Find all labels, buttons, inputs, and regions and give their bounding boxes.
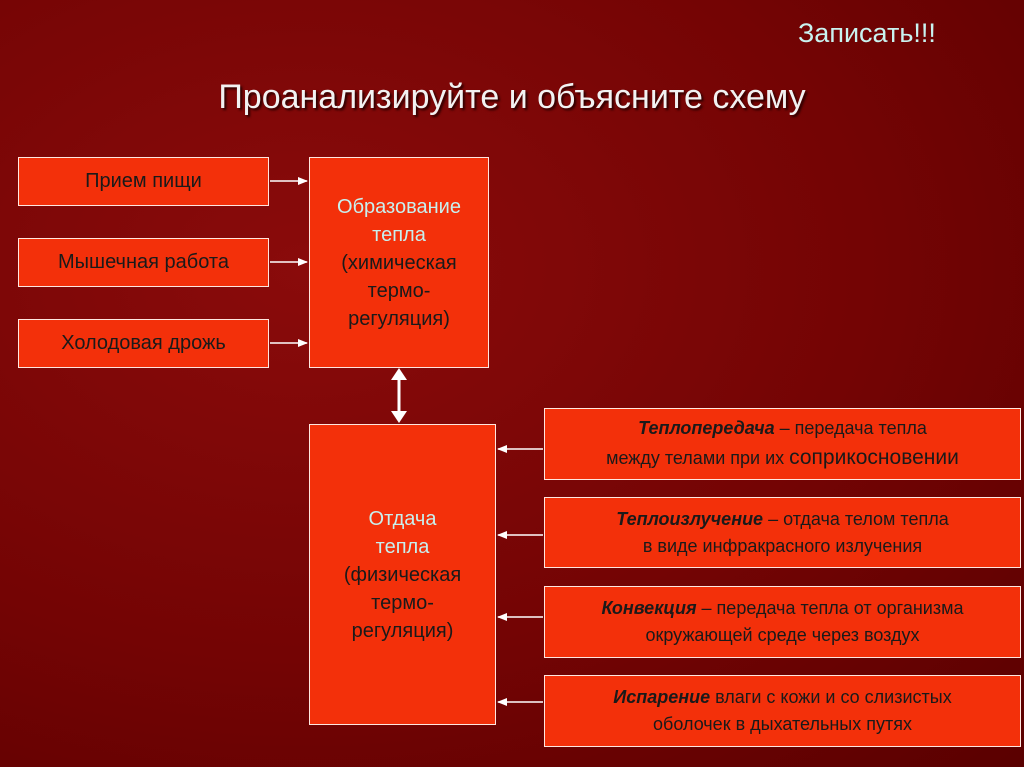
mechanism-text: – отдача телом тепла bbox=[763, 508, 949, 529]
loss-line-3: (физическая bbox=[343, 563, 462, 586]
loss-line-1: Отдача bbox=[368, 507, 437, 530]
production-line-3: (химическая bbox=[341, 251, 457, 274]
mechanism-term: Конвекция bbox=[601, 598, 697, 618]
mechanism-text: соприкосновении bbox=[789, 445, 959, 469]
mechanism-text: окружающей среде через воздух bbox=[645, 625, 920, 645]
mechanism-term: Теплопередача bbox=[638, 417, 775, 438]
mechanism-term: Теплоизлучение bbox=[616, 508, 764, 529]
loss-line-5: регуляция) bbox=[351, 619, 454, 642]
mechanism-text: – передача тепла bbox=[774, 417, 927, 438]
input-label: Мышечная работа bbox=[58, 251, 229, 273]
loss-line-2: тепла bbox=[375, 535, 430, 558]
loss-line-4: термо- bbox=[371, 591, 434, 614]
production-line-1: Образование bbox=[337, 195, 461, 218]
production-line-2: тепла bbox=[372, 223, 426, 246]
production-line-4: термо- bbox=[367, 279, 431, 302]
input-label: Прием пищи bbox=[85, 170, 202, 192]
input-label: Холодовая дрожь bbox=[61, 332, 226, 354]
mechanism-text: в виде инфракрасного излучения bbox=[642, 535, 923, 556]
mechanism-text: – передача тепла от организма bbox=[696, 598, 964, 618]
mechanism-text: оболочек в дыхательных путях bbox=[653, 714, 912, 734]
double-arrow bbox=[391, 368, 407, 423]
record-note: Записать!!! bbox=[798, 18, 936, 48]
mechanism-text: влаги с кожи и со слизистых bbox=[710, 687, 952, 707]
slide-title: Проанализируйте и объясните схему bbox=[218, 78, 806, 116]
mechanism-term: Испарение bbox=[613, 687, 711, 707]
production-line-5: регуляция) bbox=[348, 307, 450, 330]
mechanism-text: между телами при их bbox=[606, 447, 790, 468]
